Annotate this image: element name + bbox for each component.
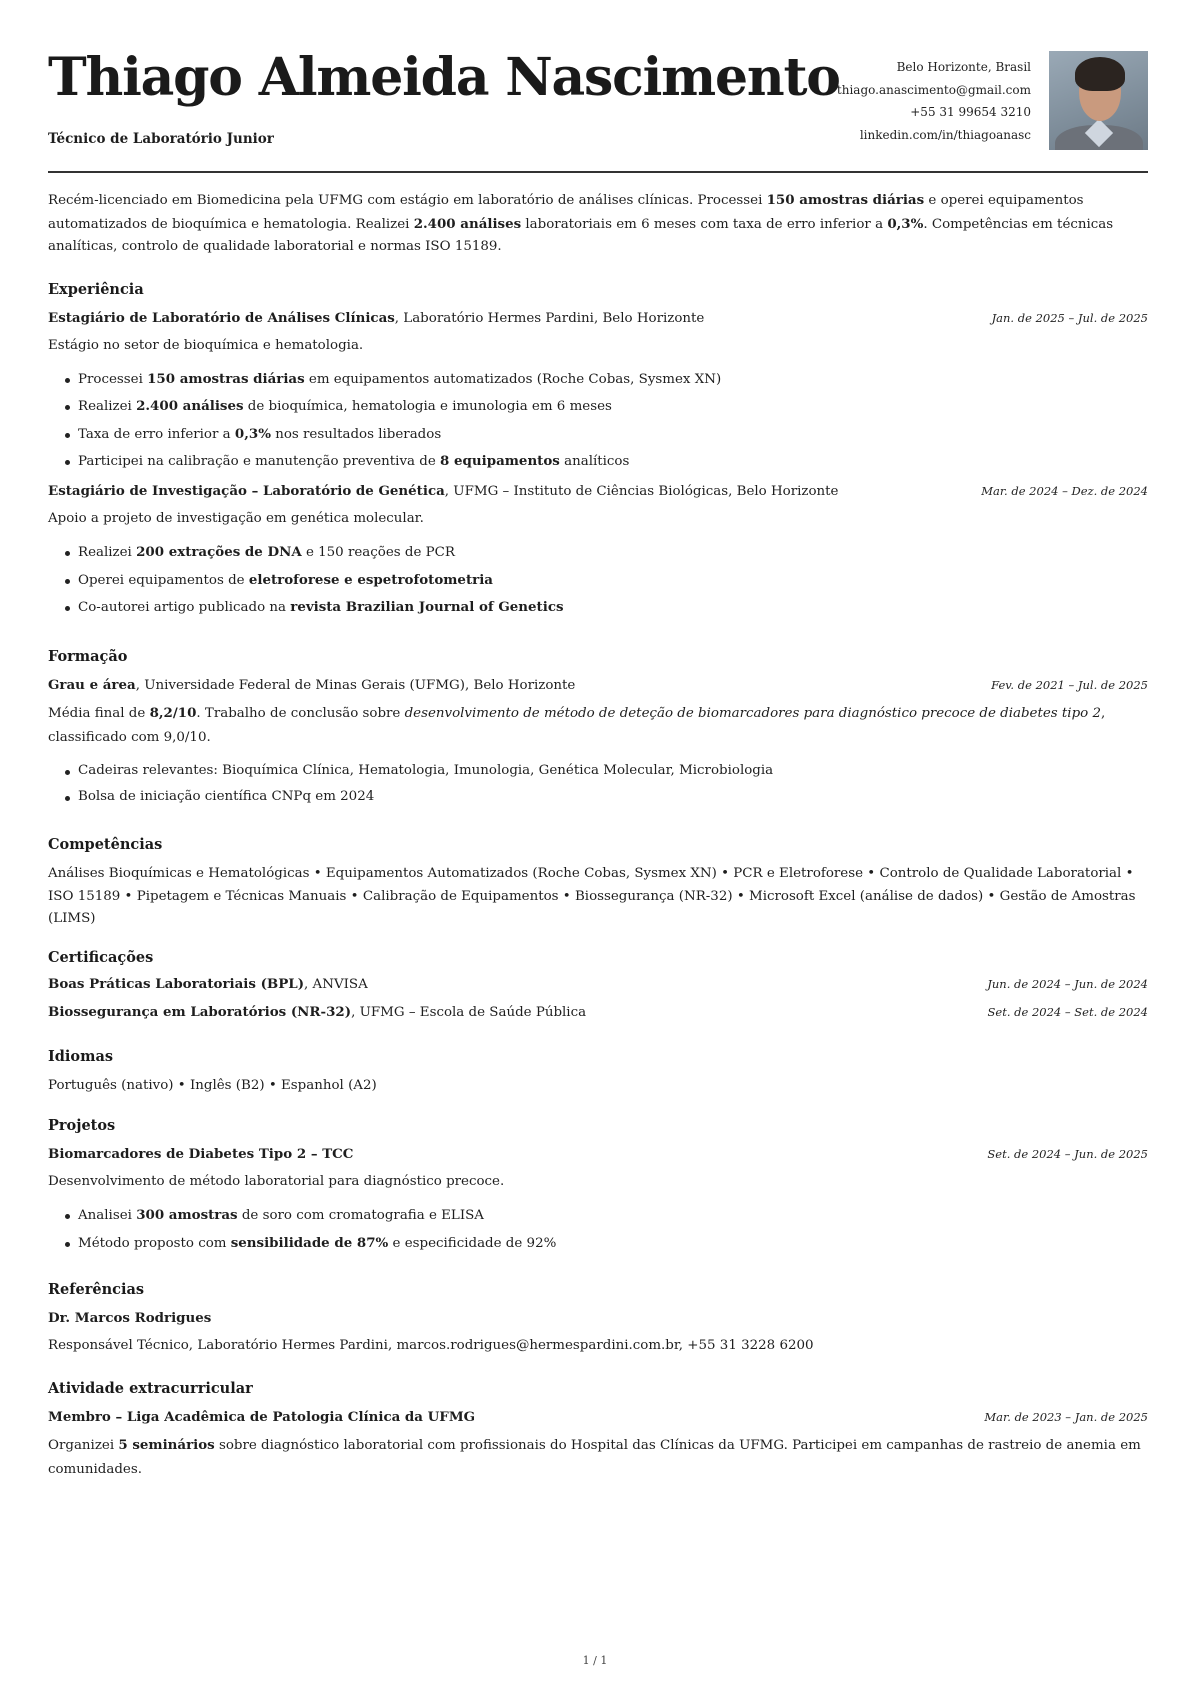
photo-hair-shape	[1075, 57, 1125, 91]
entry-description: Estágio no setor de bioquímica e hematologia.	[48, 337, 364, 353]
entry-header	[48, 483, 1148, 507]
education-list	[48, 677, 1148, 811]
section-heading-skills: Competências	[48, 836, 163, 854]
candidate-name: Thiago Almeida Nascimento	[48, 47, 840, 108]
entry-title: Estagiário de Investigação – Laboratório de Genética, UFMG – Instituto de Ciências Biológicas, Belo Horizonte	[48, 483, 839, 500]
entry	[48, 310, 1148, 476]
contact-info	[837, 56, 1031, 146]
entry-date: Jun. de 2024 – Jun. de 2024	[987, 976, 1148, 991]
section-heading-extracurricular: Atividade extracurricular	[48, 1380, 253, 1398]
certifications-section	[48, 949, 1148, 1028]
bullet-separator-icon: •	[983, 888, 1000, 904]
entry-date: Fev. de 2021 – Jul. de 2025	[991, 677, 1148, 692]
entry-header	[48, 1409, 1148, 1433]
bullet-separator-icon: •	[120, 888, 137, 904]
professional-summary: Recém-licenciado em Biomedicina pela UFMG com estágio em laboratório de análises clínicas. Processei 150 amostras diárias e operei equipamentos automatizados de bioquímica e hematologia. Realizei 2.400 análises laboratoriais em 6 meses com taxa de erro inferior a 0,3%. Competências em técnicas analíticas, controlo de qualidade laboratorial e normas ISO 15189.	[48, 192, 1114, 255]
entry-date: Mar. de 2024 – Dez. de 2024	[981, 484, 1148, 499]
bullet-item: Operei equipamentos de eletroforese e espetrofotometria	[78, 567, 1148, 594]
resume-header	[48, 0, 1148, 173]
entry	[48, 1409, 1148, 1482]
bullet-item: Analisei 300 amostras de soro com cromatografia e ELISA	[78, 1202, 1148, 1229]
list-item: Controlo de Qualidade Laboratorial	[879, 866, 1122, 882]
bullet-separator-icon: •	[863, 866, 880, 882]
extracurricular-section	[48, 1380, 1148, 1482]
contact-email[interactable]: thiago.anascimento@gmail.com	[836, 82, 1031, 97]
extracurricular-list	[48, 1409, 1148, 1482]
reference-name: Dr. Marcos Rodrigues	[48, 1310, 212, 1327]
bullet-list	[48, 366, 1148, 476]
list-item: Análises Bioquímicas e Hematológicas	[48, 866, 310, 882]
entry-description: Desenvolvimento de método laboratorial para diagnóstico precoce.	[48, 1174, 505, 1190]
bullet-separator-icon: •	[716, 866, 734, 882]
entry	[48, 1004, 1148, 1028]
list-item: Espanhol (A2)	[281, 1077, 377, 1093]
projects-section	[48, 1117, 1148, 1257]
bullet-item: Co-autorei artigo publicado na revista Brazilian Journal of Genetics	[78, 594, 1148, 621]
bullet-list	[48, 1202, 1148, 1257]
job-title: Técnico de Laboratório Junior	[48, 131, 274, 147]
entry	[48, 483, 1148, 621]
section-heading-languages: Idiomas	[48, 1047, 114, 1065]
entry-date: Set. de 2024 – Set. de 2024	[987, 1004, 1148, 1019]
entry	[48, 677, 1148, 811]
bullet-item: Realizei 200 extrações de DNA e 150 reações de PCR	[78, 539, 1148, 566]
list-item: Pipetagem e Técnicas Manuais	[136, 888, 347, 904]
bullet-separator-icon: •	[173, 1077, 190, 1093]
education-section	[48, 648, 1148, 811]
list-item: Calibração de Equipamentos	[362, 888, 559, 904]
skills-list	[48, 863, 1148, 931]
bullet-list	[48, 758, 1148, 811]
section-heading-certifications: Certificações	[48, 948, 154, 966]
languages-section	[48, 1048, 1148, 1098]
bullet-item: Método proposto com sensibilidade de 87% e especificidade de 92%	[78, 1230, 1148, 1257]
entry-title: Grau e área, Universidade Federal de Minas Gerais (UFMG), Belo Horizonte	[48, 676, 576, 693]
reference-detail: Responsável Técnico, Laboratório Hermes Pardini, marcos.rodrigues@hermespardini.com.br, +55 31 3228 6200	[48, 1338, 814, 1354]
section-heading-projects: Projetos	[48, 1117, 116, 1135]
list-item: Português (nativo)	[48, 1077, 174, 1093]
reference-entry	[48, 1310, 1148, 1358]
entry-header	[48, 976, 1148, 1000]
bullet-item: Processei 150 amostras diárias em equipamentos automatizados (Roche Cobas, Sysmex XN)	[78, 366, 1148, 393]
section-heading-experience: Experiência	[48, 280, 144, 298]
profile-photo	[1049, 51, 1148, 150]
list-item: Gestão de Amostras (LIMS)	[48, 888, 1136, 927]
entry-title: Biomarcadores de Diabetes Tipo 2 – TCC	[48, 1146, 354, 1163]
entry-date: Mar. de 2023 – Jan. de 2025	[984, 1410, 1148, 1425]
entry-header	[48, 310, 1148, 334]
entry-title: Boas Práticas Laboratoriais (BPL), ANVISA	[48, 975, 368, 992]
bullet-item: Cadeiras relevantes: Bioquímica Clínica, Hematologia, Imunologia, Genética Molecular, Microbiologia	[78, 758, 1148, 784]
bullet-item: Taxa de erro inferior a 0,3% nos resultados liberados	[78, 421, 1148, 448]
entry	[48, 976, 1148, 1000]
bullet-list	[48, 539, 1148, 621]
page-number: 1 / 1	[582, 1654, 608, 1667]
entry-title: Estagiário de Laboratório de Análises Clínicas, Laboratório Hermes Pardini, Belo Horizonte	[48, 309, 705, 326]
entry-description: Média final de 8,2/10. Trabalho de conclusão sobre desenvolvimento de método de deteção de biomarcadores para diagnóstico precoce de diabetes tipo 2, classificado com 9,0/10.	[48, 704, 1106, 745]
bullet-separator-icon: •	[309, 866, 326, 882]
entry-date: Set. de 2024 – Jun. de 2025	[987, 1147, 1148, 1162]
entry-description: Organizei 5 seminários sobre diagnóstico laboratorial com profissionais do Hospital das Clínicas da UFMG. Participei em campanhas de rastreio de anemia em comunidades.	[48, 1437, 1141, 1478]
list-item: PCR e Eletroforese	[733, 866, 864, 882]
contact-location: Belo Horizonte, Brasil	[896, 60, 1031, 74]
entry-header	[48, 1004, 1148, 1028]
experience-list	[48, 310, 1148, 622]
list-item: Microsoft Excel (análise de dados)	[748, 888, 984, 904]
bullet-separator-icon: •	[1121, 866, 1134, 882]
section-heading-references: Referências	[48, 1281, 145, 1299]
bullet-separator-icon: •	[732, 888, 749, 904]
list-item: Biossegurança (NR-32)	[574, 888, 733, 904]
certifications-list	[48, 976, 1148, 1028]
languages-list	[48, 1075, 1148, 1098]
entry-description: Apoio a projeto de investigação em genética molecular.	[48, 511, 424, 527]
bullet-separator-icon: •	[264, 1077, 282, 1093]
list-item: ISO 15189	[48, 888, 121, 904]
bullet-separator-icon: •	[346, 888, 363, 904]
bullet-separator-icon: •	[558, 888, 575, 904]
references-section	[48, 1281, 1148, 1358]
section-heading-education: Formação	[48, 647, 128, 665]
list-item: Inglês (B2)	[189, 1077, 265, 1093]
contact-linkedin[interactable]: linkedin.com/in/thiagoanasc	[859, 127, 1031, 142]
bullet-item: Realizei 2.400 análises de bioquímica, hematologia e imunologia em 6 meses	[78, 393, 1148, 420]
entry-title: Biossegurança em Laboratórios (NR-32), UFMG – Escola de Saúde Pública	[48, 1003, 587, 1020]
bullet-item: Bolsa de iniciação científica CNPq em 2024	[78, 784, 1148, 810]
contact-phone: +55 31 99654 3210	[910, 105, 1031, 119]
list-item: Equipamentos Automatizados (Roche Cobas, Sysmex XN)	[325, 866, 717, 882]
entry	[48, 1146, 1148, 1257]
entry-date: Jan. de 2025 – Jul. de 2025	[991, 310, 1148, 325]
resume-page	[48, 0, 1148, 1482]
experience-section	[48, 281, 1148, 622]
entry-header	[48, 677, 1148, 701]
entry-title: Membro – Liga Acadêmica de Patologia Clínica da UFMG	[48, 1409, 476, 1426]
projects-list	[48, 1146, 1148, 1257]
skills-section	[48, 836, 1148, 931]
entry-header	[48, 1146, 1148, 1170]
bullet-item: Participei na calibração e manutenção preventiva de 8 equipamentos analíticos	[78, 448, 1148, 475]
